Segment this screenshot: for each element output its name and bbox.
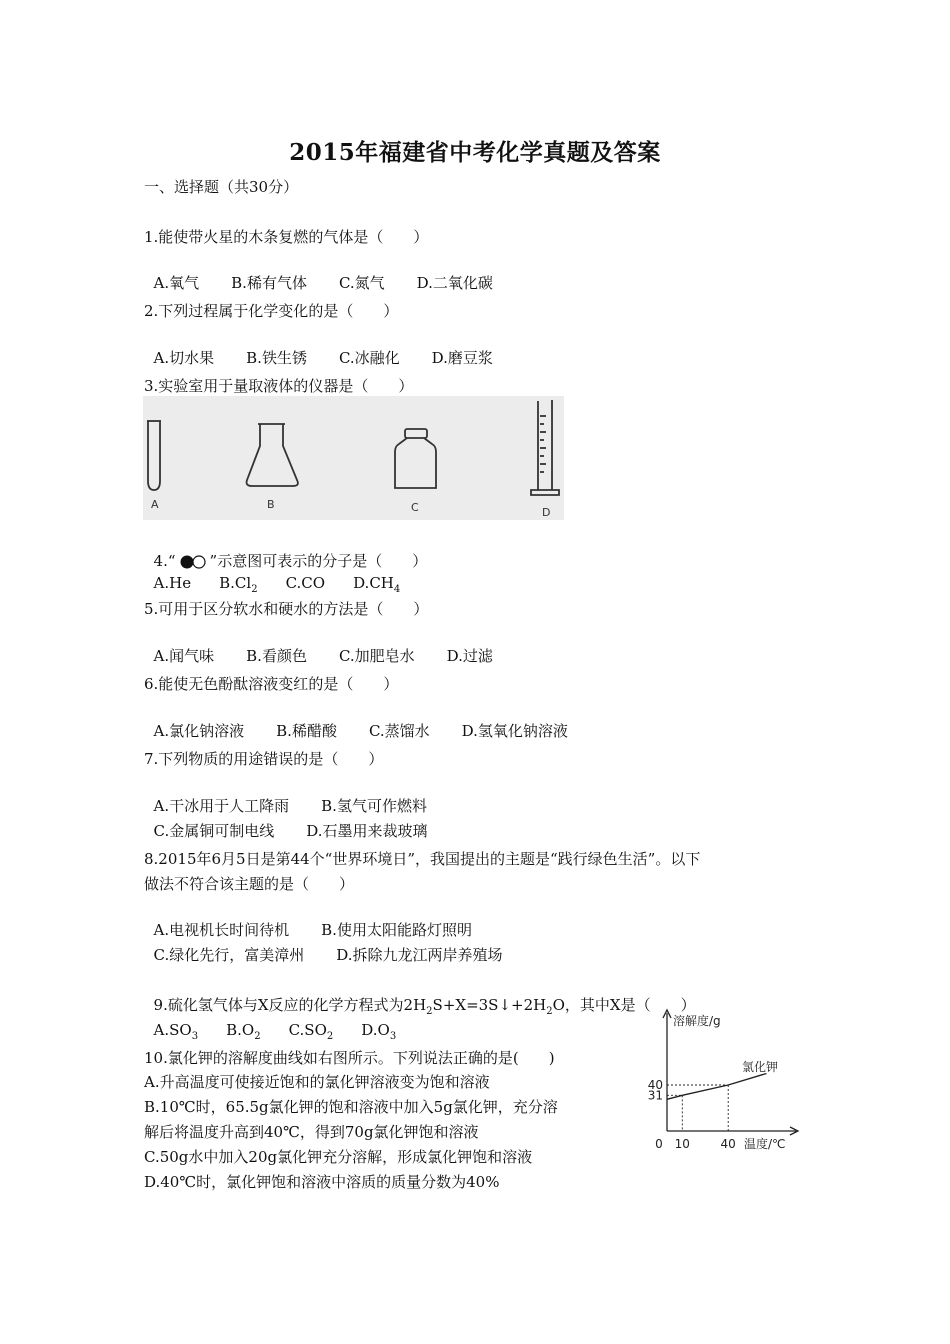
option-b: B.氢气可作燃料 xyxy=(321,797,427,815)
option-b: B.稀醋酸 xyxy=(276,722,337,740)
figure-label-b: B xyxy=(267,498,275,511)
option-c: C.绿化先行，富美漳州 xyxy=(153,946,305,964)
option-c: C.CO xyxy=(285,574,326,592)
option-c: C.加肥皂水 xyxy=(338,647,415,665)
question-9-stem: 9.硫化氢气体与X反应的化学方程式为$2H_2S+X=3S↓+2H_2O$，其中X是（ ） xyxy=(153,996,696,1017)
question-7-options-row-2 xyxy=(144,798,428,842)
option-a: A.氧气 xyxy=(153,274,200,292)
option-a: A.氯化钠溶液 xyxy=(153,722,245,740)
option-a: $A.SO_3$ xyxy=(153,1021,199,1042)
option-c: C.蒸馏水 xyxy=(368,722,430,740)
figure-label-d: D xyxy=(542,506,551,519)
question-2-options xyxy=(144,325,493,369)
x-tick-label: 0 xyxy=(655,1137,663,1151)
question-10-option-c: C.50g水中加入20g氯化钾充分溶解，形成氯化钾饱和溶液 xyxy=(144,1148,533,1166)
option-a: A.He xyxy=(153,574,192,592)
question-10-option-b: B.10℃时，65.5g氯化钾的饱和溶液中加入5g氯化钾，充分溶 xyxy=(144,1098,558,1116)
test-tube-icon xyxy=(147,421,161,490)
question-3-stem: 3.实验室用于量取液体的仪器是（ ） xyxy=(144,377,414,395)
question-5-options xyxy=(144,623,493,667)
stem-part: ”示意图可表示的分子是（ ） xyxy=(209,552,428,570)
question-10-stem: 10.氯化钾的溶解度曲线如右图所示。下列说法正确的是( ) xyxy=(144,1049,555,1067)
option-a: A.电视机长时间待机 xyxy=(153,921,290,939)
solubility-chart-svg xyxy=(632,1005,800,1155)
option-b: B.看颜色 xyxy=(246,647,307,665)
option-a: A.干冰用于人工降雨 xyxy=(153,797,290,815)
section-heading: 一、选择题（共30分） xyxy=(144,178,299,196)
stem-part: 4.“ xyxy=(153,552,176,570)
y-tick-label: 31 xyxy=(647,1088,663,1103)
option-b: B.使用太阳能路灯照明 xyxy=(321,921,472,939)
option-d: $D.CH_4$ xyxy=(353,574,401,595)
question-10-option-b-continued: 解后将温度升高到40℃，得到70g氯化钾饱和溶液 xyxy=(144,1123,479,1141)
option-a: A.闻气味 xyxy=(153,647,215,665)
option-d: D.二氧化碳 xyxy=(416,274,493,292)
option-d: D.过滤 xyxy=(446,647,493,665)
figure-label-c: C xyxy=(411,501,419,514)
question-7-stem: 7.下列物质的用途错误的是（ ） xyxy=(144,750,384,768)
option-c: C.氮气 xyxy=(338,274,385,292)
series-label-kcl: 氯化钾 xyxy=(742,1060,779,1074)
question-4-options xyxy=(144,550,400,601)
question-8-stem: 8.2015年6月5日是第44个“世界环境日”，我国提出的主题是“践行绿色生活”。以下 xyxy=(144,850,701,868)
reagent-bottle-icon xyxy=(395,429,436,488)
y-tick-label: 40 xyxy=(647,1078,663,1092)
question-1-stem: 1.能使带火星的木条复燃的气体是（ ） xyxy=(144,228,429,246)
option-c: C.金属铜可制电线 xyxy=(153,822,275,840)
question-6-options xyxy=(144,698,568,742)
solubility-chart xyxy=(632,1005,800,1155)
question-10-option-a: A.升高温度可使接近饱和的氯化钾溶液变为饱和溶液 xyxy=(144,1073,490,1091)
page-title: 2015年福建省中考化学真题及答案 xyxy=(289,139,661,166)
option-b: $B.O_2$ xyxy=(226,1021,261,1042)
option-d: D.拆除九龙江两岸养殖场 xyxy=(336,946,503,964)
option-d: D.石墨用来裁玻璃 xyxy=(306,822,428,840)
option-c: C.冰融化 xyxy=(338,349,400,367)
figure-label-a: A xyxy=(151,498,159,511)
question-1-options xyxy=(144,250,493,294)
question-8-stem-continued: 做法不符合该主题的是（ ） xyxy=(144,875,355,893)
y-axis-label: 溶解度/g xyxy=(673,1014,721,1028)
option-d: $D.O_3$ xyxy=(361,1021,397,1042)
measuring-cylinder-icon xyxy=(531,400,559,495)
option-d: D.磨豆浆 xyxy=(431,349,493,367)
option-b: B.铁生锈 xyxy=(246,349,307,367)
x-tick-label: 10 xyxy=(674,1137,690,1151)
option-b: B.稀有气体 xyxy=(231,274,307,292)
question-10-option-d: D.40℃时，氯化钾饱和溶液中溶质的质量分数为40% xyxy=(144,1173,500,1191)
option-a: A.切水果 xyxy=(153,349,215,367)
option-d: D.氢氧化钠溶液 xyxy=(461,722,568,740)
lab-instruments-image xyxy=(143,396,564,520)
question-8-options-row-2 xyxy=(144,922,503,966)
question-6-stem: 6.能使无色酚酞溶液变红的是（ ） xyxy=(144,675,399,693)
option-c: $C.SO_2$ xyxy=(288,1021,334,1042)
x-axis-label: 温度/℃ xyxy=(744,1137,786,1151)
x-tick-label: 40 xyxy=(720,1137,736,1151)
option-b: $B.Cl_2$ xyxy=(219,574,258,595)
question-2-stem: 2.下列过程属于化学变化的是（ ） xyxy=(144,302,399,320)
conical-flask-icon xyxy=(247,424,298,486)
question-5-stem: 5.可用于区分软水和硬水的方法是（ ） xyxy=(144,600,429,618)
question-9-options xyxy=(144,997,396,1048)
lab-instruments-figure xyxy=(143,396,564,520)
